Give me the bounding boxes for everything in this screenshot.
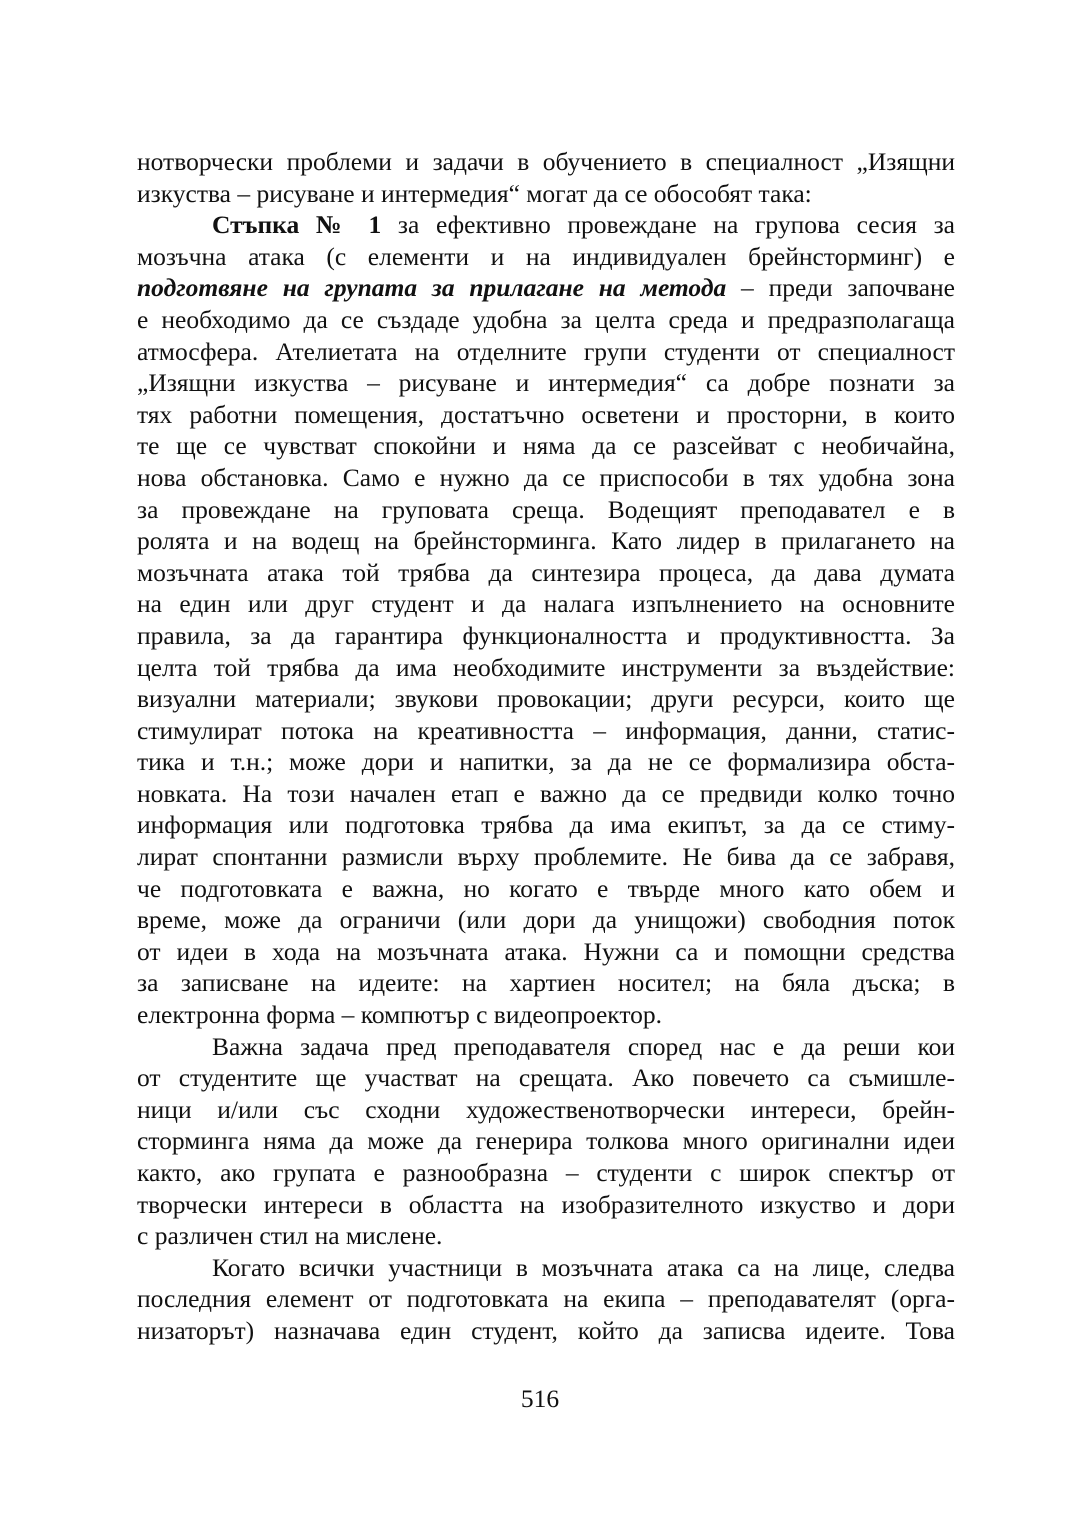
text-line: творчески интереси в областта на изобразителното изкуство и дори	[137, 1189, 955, 1219]
text-line: ролята и на водещ на брейнсторминга. Като лидер в прилагането на	[137, 526, 955, 556]
text-line: „Изящни изкуства – рисуване и интермедия“ са добре познати за	[137, 368, 955, 398]
text-line: последния елемент от подготовката на екипа – преподавателят (орга-	[137, 1284, 955, 1314]
page-number: 516	[520, 1384, 560, 1413]
page-body	[137, 146, 955, 1347]
text-line: целта той трябва да има необходимите инструменти за въздействие:	[137, 652, 955, 682]
text-line: стимулират потока на креативността – информация, данни, статис-	[137, 715, 955, 745]
text-run: – преди започване	[726, 273, 956, 303]
text-line: от идеи в хода на мозъчната атака. Нужни са и помощни средства	[137, 936, 955, 966]
text-line: низаторът) назначава един студент, който да записва идеите. Това	[137, 1315, 955, 1345]
text-line: че подготовката е важна, но когато е твърде много като обем и	[137, 873, 955, 903]
text-line: новката. На този начален етап е важно да се предвиди колко точно	[137, 778, 955, 808]
text-line: Важна задача пред преподавателя според нас е да реши кои	[212, 1031, 955, 1061]
text-line: лират спонтанни размисли върху проблемите. Не бива да се забравя,	[137, 842, 955, 872]
text-line: нотворчески проблеми и задачи в обучението в специалност „Изящни	[137, 147, 955, 176]
text-line: мозъчна атака (с елементи и на индивидуален брейнсторминг) е	[137, 241, 955, 271]
text-line: мозъчната атака той трябва да синтезира процеса, да дава думата	[137, 557, 955, 587]
text-line: както, ако групата е разнообразна – студенти с широк спектър от	[137, 1158, 955, 1187]
text-line: атмосфера. Ателиетата на отделните групи студенти от специалност	[137, 336, 955, 366]
text-line: сторминга няма да може да генерира толкова много оригинални идеи	[137, 1126, 955, 1156]
text-line: те ще се чувстват спокойни и няма да се разсейват с необичайна,	[137, 431, 955, 461]
text-line: време, може да ограничи (или дори да унищожи) свободния поток	[137, 905, 955, 935]
text-line: информация или подготовка трябва да има екипът, за да се стиму-	[137, 810, 955, 840]
text-line: на един или друг студент и да налага изпълнението на основните	[137, 589, 955, 619]
text-line: правила, за да гарантира функционалността и продуктивността. За	[137, 620, 955, 650]
text-line: визуални материали; звукови провокации; други ресурси, които ще	[137, 684, 955, 714]
text-line	[137, 272, 955, 304]
step-label: Стъпка № 1	[212, 210, 382, 240]
text-line	[137, 209, 955, 241]
text-line: електронна форма – компютър с видеопроектор.	[137, 1000, 663, 1030]
text-line: с различен стил на мислене.	[137, 1221, 443, 1251]
text-line: нова обстановка. Само е нужно да се приспособи в тях удобна зона	[137, 462, 955, 492]
text-run: за ефективно провеждане на групова сесия за	[381, 210, 955, 240]
emphasized-phrase: подготвяне на групата за прилагане на метода	[137, 273, 727, 303]
text-line: изкуства – рисуване и интермедия“ могат да се обособят така:	[137, 178, 812, 208]
text-line: тях работни помещения, достатъчно осветени и просторни, в които	[137, 399, 955, 429]
text-line: от студентите ще участват на срещата. Ако повечето са съмишле-	[137, 1063, 955, 1093]
text-line: ници и/или със сходни художественотворчески интереси, брейн-	[137, 1094, 955, 1124]
text-line: за провеждане на груповата среща. Водещият преподавател е в	[137, 494, 955, 524]
text-line: за записване на идеите: на хартиен носител; на бяла дъска; в	[137, 968, 955, 998]
text-line: Когато всички участници в мозъчната атака са на лице, следва	[212, 1252, 955, 1282]
text-line: е необходимо да се създаде удобна за целта среда и предразполагаща	[137, 304, 955, 334]
text-line: тика и т.н.; може дори и напитки, за да не се формализира обста-	[137, 747, 955, 777]
